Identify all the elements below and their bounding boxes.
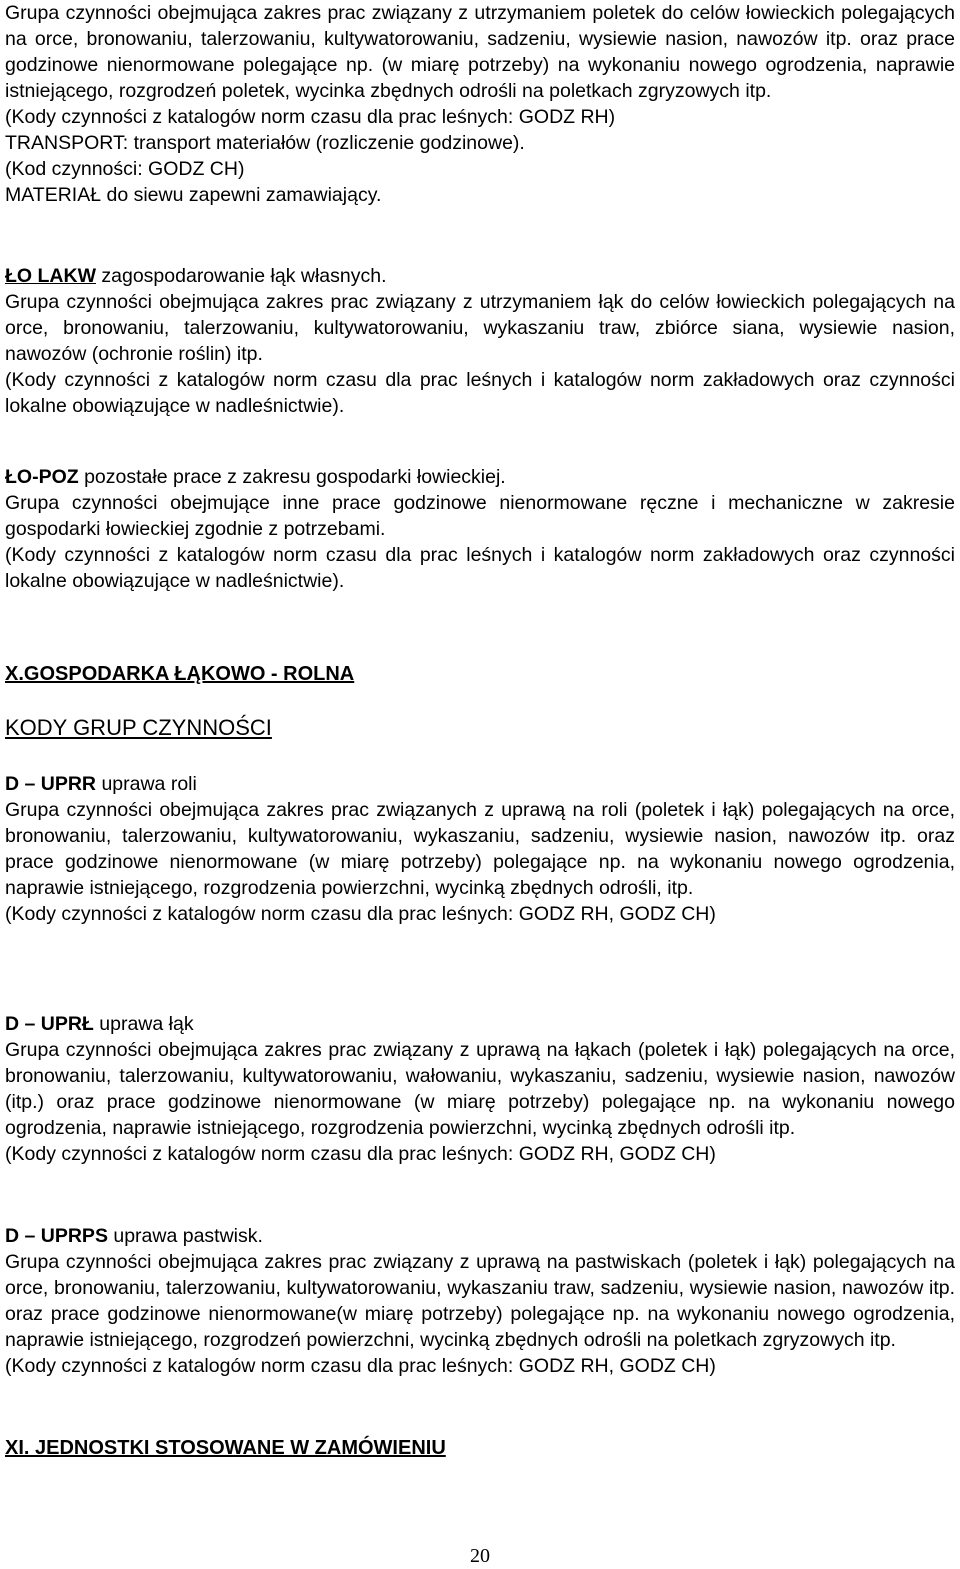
lo-poz-title: pozostałe prace z zakresu gospodarki łowieckiej. (78, 466, 506, 488)
poletka-description: Grupa czynności obejmująca zakres prac związany z utrzymaniem poletek do celów łowieckich polegających na orce, bronowaniu, talerzowaniu, kultywatorowaniu, sadzeniu, wysiewie nasion, nawozów itp. oraz prace godzinowe nienormowane polegające np. (w miarę potrzeby) na wykonaniu nowego ogrodzenia, naprawie istniejącego, rozgrodzeń poletek, wycinka zbędnych odrośli na poletkach zgryzowych itp. (5, 2, 955, 102)
section-lo-poz (5, 464, 955, 594)
uprl-code: D – UPRŁ (5, 1013, 94, 1035)
section-x-title: X.GOSPODARKA ŁĄKOWO - ROLNA (5, 663, 355, 685)
uprl-codes: (Kody czynności z katalogów norm czasu dla prac leśnych: GODZ RH, GODZ CH) (5, 1143, 716, 1165)
lo-poz-codes: (Kody czynności z katalogów norm czasu dla prac leśnych i katalogów norm zakładowych oraz czynności lokalne obowiązujące w nadleśnictwie). (5, 544, 955, 592)
section-uprr (5, 771, 955, 927)
uprl-title: uprawa łąk (93, 1013, 194, 1035)
uprl-description: Grupa czynności obejmująca zakres prac związany z uprawą na łąkach (poletek i łąk) polegających na orce, bronowaniu, talerzowaniu, kultywatorowaniu, wałowaniu, wykaszaniu, sadzeniu, wysiewie nasion, nawozów (itp.) oraz prace godzinowe nienormowane (w miarę potrzeby) polegające np. na wykonaniu nowego ogrodzenia, naprawie istniejącego, rozgrodzenia powierzchni, wycinką zbędnych odrośli itp. (5, 1039, 955, 1139)
uprps-code: D – UPRPS (5, 1225, 108, 1247)
lo-lakw-description: Grupa czynności obejmująca zakres prac związany z utrzymaniem łąk do celów łowieckich polegających na orce, bronowaniu, talerzowaniu, kultywatorowaniu, wykaszaniu traw, zbiórce siana, wysiewie nasion, nawozów (ochronie roślin) itp. (5, 291, 955, 365)
section-poletka (5, 0, 955, 208)
lo-lakw-codes: (Kody czynności z katalogów norm czasu dla prac leśnych i katalogów norm zakładowych oraz czynności lokalne obowiązujące w nadleśnictwie). (5, 369, 955, 417)
section-uprps (5, 1223, 955, 1379)
kody-grup-title: KODY GRUP CZYNNOŚCI (5, 715, 272, 740)
uprr-codes: (Kody czynności z katalogów norm czasu dla prac leśnych: GODZ RH, GODZ CH) (5, 903, 716, 925)
page-number: 20 (470, 1545, 490, 1567)
uprr-title: uprawa roli (96, 773, 197, 795)
material-text: MATERIAŁ do siewu zapewni zamawiający. (5, 184, 382, 206)
lo-lakw-heading (5, 263, 955, 289)
uprr-description: Grupa czynności obejmująca zakres prac związanych z uprawą na roli (poletek i łąk) polegających na orce, bronowaniu, talerzowaniu, kultywatorowaniu, wykaszaniu, sadzeniu, wysiewie nasion, nawozów itp. oraz prace godzinowe nienormowane (w miarę potrzeby) polegające np. na wykonaniu nowego ogrodzenia, naprawie istniejącego, rozgrodzenia powierzchni, wycinką zbędnych odrośli, itp. (5, 799, 955, 899)
section-lo-lakw (5, 263, 955, 419)
section-xi-heading (5, 1435, 446, 1461)
uprr-code: D – UPRR (5, 773, 97, 795)
transport-text: TRANSPORT: transport materiałów (rozliczenie godzinowe). (5, 132, 525, 154)
poletka-codes: (Kody czynności z katalogów norm czasu dla prac leśnych: GODZ RH) (5, 106, 616, 128)
kody-grup-heading (5, 714, 272, 742)
uprr-heading (5, 771, 955, 797)
uprps-heading (5, 1223, 955, 1249)
section-uprl (5, 1011, 955, 1167)
section-x-heading (5, 661, 354, 687)
lo-poz-heading (5, 464, 955, 490)
lo-poz-code: ŁO-POZ (5, 466, 79, 488)
uprps-title: uprawa pastwisk. (107, 1225, 263, 1247)
transport-code: (Kod czynności: GODZ CH) (5, 158, 245, 180)
uprl-heading (5, 1011, 955, 1037)
uprps-codes: (Kody czynności z katalogów norm czasu dla prac leśnych: GODZ RH, GODZ CH) (5, 1355, 716, 1377)
section-xi-title: XI. JEDNOSTKI STOSOWANE W ZAMÓWIENIU (5, 1437, 446, 1459)
lo-lakw-title: zagospodarowanie łąk własnych. (95, 265, 387, 287)
lo-poz-description: Grupa czynności obejmujące inne prace godzinowe nienormowane ręczne i mechaniczne w zakresie gospodarki łowieckiej zgodnie z potrzebami. (5, 492, 955, 540)
uprps-description: Grupa czynności obejmująca zakres prac związany z uprawą na pastwiskach (poletek i łąk) polegających na orce, bronowaniu, talerzowaniu, kultywatorowaniu, wykaszaniu traw, sadzeniu, wysiewie nasion, nawozów itp. oraz prace godzinowe nienormowane(w miarę potrzeby) polegające np. na wykonaniu nowego ogrodzenia, naprawie istniejącego, rozgrodzeń powierzchni, wycinką zbędnych odrośli na poletkach zgryzowych itp. (5, 1251, 955, 1351)
lo-lakw-code: ŁO LAKW (5, 265, 96, 287)
